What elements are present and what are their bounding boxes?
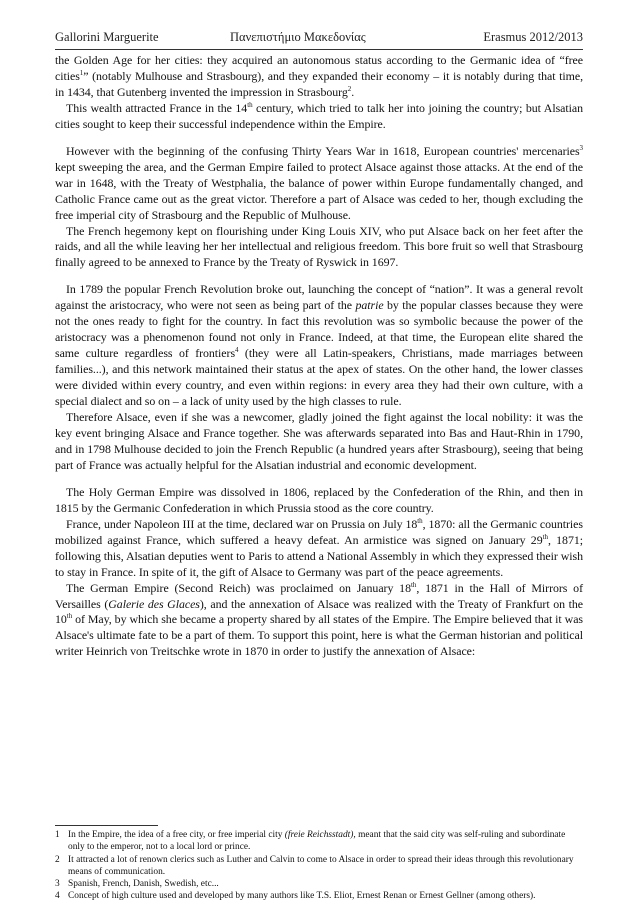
ordinal-suffix: th <box>417 516 423 525</box>
footnotes <box>55 829 583 903</box>
text-run: by the popular classes because they were not the ones ready to fight for the country. In fact this revolution was so symbolic because the power of the aristocracy was a phenomenon found not only in France. Indeed, at that time, the European elite shared the same culture regardless of frontiers <box>55 298 583 361</box>
text-run: However with the beginning of the confusing Thirty Years War in 1618, European countries' mercenaries <box>66 143 580 158</box>
italic-term: patrie <box>355 298 384 313</box>
paragraph-5 <box>55 282 583 410</box>
paragraph-9 <box>55 581 583 661</box>
text-run: This wealth attracted France in the 14 <box>66 100 248 115</box>
paragraph-8 <box>55 517 583 581</box>
text-run: kept sweeping the area, and the German Empire failed to protect Alsace against those attacks. At the end of the war in 1648, with the Treaty of Westphalia, the balance of power within Europe fundamentally changed, and Catholic France came out as the great victor. Therefore a part of Alsace was ceded to her, though excluding the free imperial city of Strasbourg and the Republic of Mulhouse. <box>55 159 583 222</box>
header-author: Gallorini Marguerite <box>55 30 159 44</box>
text-run: In the Empire, the idea of a free city, or free imperial city <box>68 830 285 840</box>
page-header <box>55 30 583 48</box>
italic-term: (freie Reichsstadt), <box>284 830 356 840</box>
footnote-number: 1 <box>55 830 60 840</box>
italic-term: Galerie des Glaces <box>108 596 200 611</box>
text-run: France, under Napoleon III at the time, declared war on Prussia on July 18 <box>66 516 418 531</box>
text-run: . <box>351 84 355 99</box>
header-university: Πανεπιστήμιο Μακεδονίας <box>230 30 366 44</box>
footnote-number: 3 <box>55 879 60 890</box>
footnote-text: It attracted a lot of renown clerics such as Luther and Calvin to come to Alsace in order to spread their ideas through this revolutionary means of communication. <box>68 854 574 877</box>
ordinal-suffix: th <box>410 580 417 589</box>
text-run: century, which tried to talk her into joining the country; but Alsatian cities sought to keep their successful independence within the Empire. <box>55 100 584 131</box>
text-run: meant that the said city was self-ruling and subordinate only to the emperor, not to a local lord or prince. <box>68 830 566 853</box>
footnote-ref-3: 3 <box>579 143 583 152</box>
ordinal-suffix: th <box>66 612 73 621</box>
text-run: (they were all Latin-speakers, Christians, made marriages between families...), and this network maintained their status at the apex of states. On the other hand, the lower classes were divided within every country, and even within regions: in every area they had their own culture, with a special dialect and so on – a lack of unity used by the high classes to rule. <box>55 346 583 409</box>
text-run: In 1789 the popular French Revolution broke out, launching the concept of “nation”. It was a general revolt against the aristocracy, who were not seen as being part of the <box>55 282 583 313</box>
footnote-3 <box>55 878 583 890</box>
text-run: the Golden Age for her cities: they acquired an autonomous status according to the Germanic idea of “free cities <box>55 53 583 83</box>
footnote-ref-4: 4 <box>235 346 239 355</box>
paragraph-3 <box>55 144 583 224</box>
paragraph-4: The French hegemony kept on flourishing under King Louis XIV, who put Alsace back on her feet after the raids, and all the while leaving her her intellectual and religious freedom. This bore fruit so well that Strasbourg finally agreed to be annexed to France by the Treaty of Ryswick in 1697. <box>55 223 583 270</box>
footnote-text: Concept of high culture used and developed by many authors like T.S. Eliot, Ernest Renan or Ernest Gellner (among others). <box>68 891 536 902</box>
ordinal-suffix: th <box>542 532 548 541</box>
paragraph-7: The Holy German Empire was dissolved in 1806, replaced by the Confederation of the Rhin, and then in 1815 by the Germanic Confederation in which Prussia stood as the core country. <box>55 484 583 515</box>
paragraph-1 <box>55 53 583 101</box>
text-run: , 1870: all the Germanic countries mobilized against France, which suffered a heavy defeat. An armistice was signed on January 29 <box>55 516 583 547</box>
paragraph-6: Therefore Alsace, even if she was a newcomer, gladly joined the fight against the local nobility: it was the key event bringing Alsace and France together. She was afterwards separated into Bas and Haut-Rhin in 1790, and in 1798 Mulhouse decided to join the French Republic (a hundred years after Strasbourg), seeing that being part of France was actually helpful for the Alsatian industrial and economic development. <box>55 410 583 472</box>
footnote-text <box>68 829 583 854</box>
footnote-number: 4 <box>55 891 60 902</box>
text-run: of May, by which she became a property shared by all states of the Empire. The Empire believed that it was Alsace's ultimate fate to be a part of them. To support this point, here is what the German historian and political writer Heinrich von Treitschke wrote in 1870 in order to justify the annexation of Alsace: <box>55 612 583 659</box>
header-rule <box>55 49 583 50</box>
footnote-1 <box>55 829 583 854</box>
body-text <box>55 53 583 660</box>
footnote-text: Spanish, French, Danish, Swedish, etc... <box>68 879 219 890</box>
header-program: Erasmus 2012/2013 <box>483 30 583 44</box>
text-run: , 1871 in the Hall of Mirrors of Versailles ( <box>55 580 583 611</box>
footnote-number: 2 <box>55 854 60 865</box>
footnote-2 <box>55 854 583 879</box>
text-run: ), and the annexation of Alsace was realized with the Treaty of Frankfurt on the 10 <box>55 596 583 627</box>
footnote-4 <box>55 890 583 902</box>
ordinal-suffix: th <box>247 100 253 109</box>
text-run: The German Empire (Second Reich) was proclaimed on January 18 <box>66 580 411 595</box>
paragraph-2 <box>55 101 583 133</box>
footnote-separator <box>55 825 158 826</box>
footnote-ref-2: 2 <box>347 84 352 93</box>
text-run: , 1871; following this, Alsatian deputies went to Paris to attend a National Assembly in which they expressed their wish to stay in France. In spite of it, the gift of Alsace to Germany was part of the peace agreements. <box>55 532 583 579</box>
text-run: ” (notably Mulhouse and Strasbourg), and they expanded their economy – it is notably during that time, in 1434, that Gutenberg invented the impression in Strasbourg <box>55 68 583 99</box>
footnote-ref-1: 1 <box>79 68 84 77</box>
